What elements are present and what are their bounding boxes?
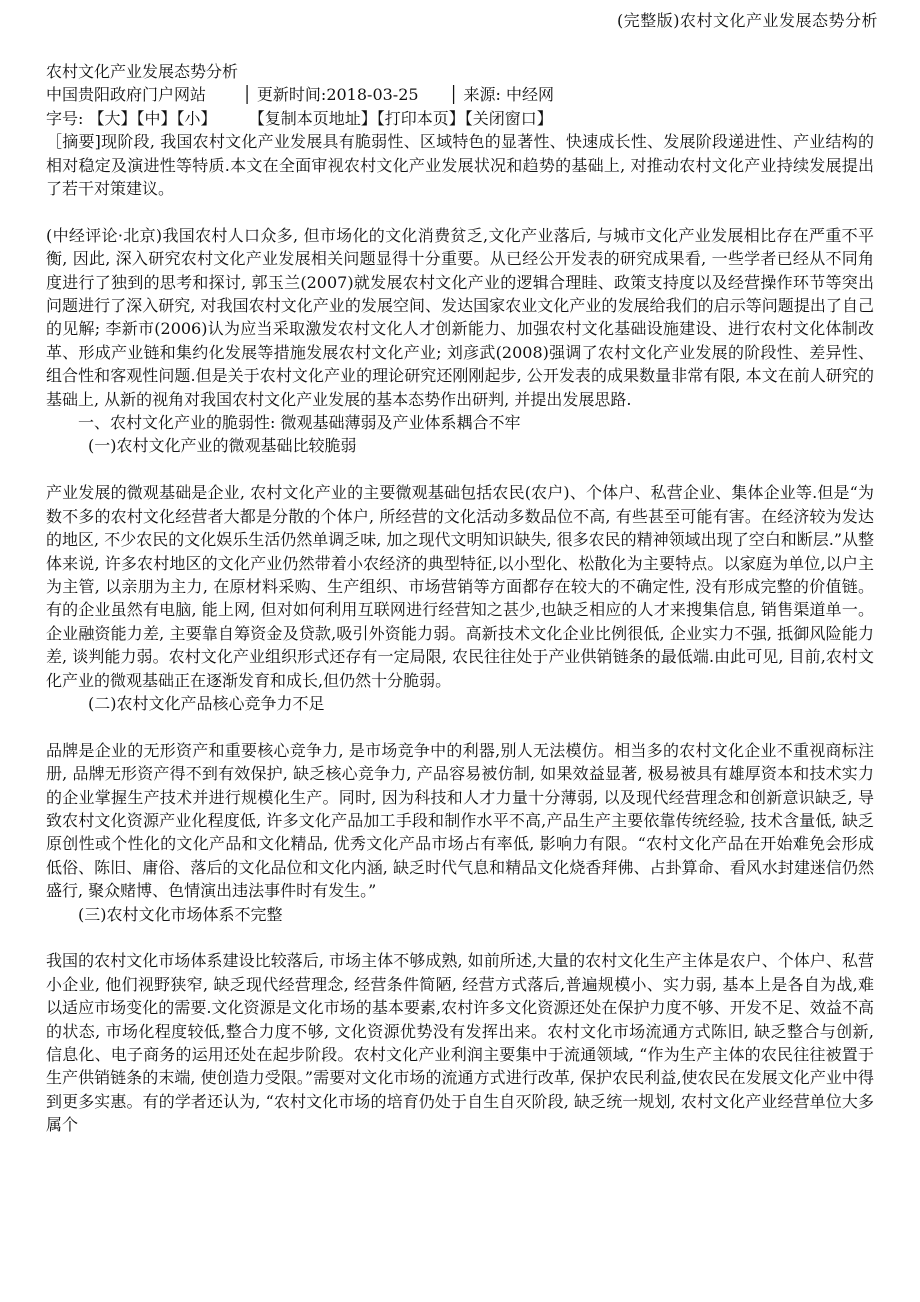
paragraph-competitiveness: 品牌是企业的无形资产和重要核心竞争力, 是市场竞争中的利器,别人无法模仿。相当多的农村文化企业不重视商标注册, 品牌无形资产得不到有效保护, 缺乏核心竞争力, 产品容易被仿制, 如果效益显著, 极易被具有雄厚资本和技术实力的企业掌握生产技术并进行规模化生产。同时, 因为科技和人才力量十分薄弱, 以及现代经营理念和创新意识缺乏, 导致农村文化资源产业化程度低, 许多文化产品加工手段和制作水平不高,产品生产主要依靠传统经验, 技术含量低, 缺乏原创性或个性化的文化产品和文化精品, 优秀文化产品市场占有率低, 影响力有限。“农村文化产品在开始难免会形成低俗、陈旧、庸俗、落后的文化品位和文化内涵, 缺乏时代气息和精品文化烧香拜佛、占卦算命、看风水封建迷信仍然盛行, 聚众赌博、色情演出违法事件时有发生。”: [46, 740, 874, 901]
source-site: 中国贵阳政府门户网站: [46, 85, 207, 105]
copy-address-link[interactable]: 【复制本页地址】: [248, 108, 377, 128]
font-medium-link[interactable]: 【中】: [136, 108, 177, 128]
font-large-link[interactable]: 【大】: [88, 108, 137, 128]
print-page-link[interactable]: 【打印本页】: [376, 108, 465, 128]
paragraph-market-system: 我国的农村文化市场体系建设比较落后, 市场主体不够成熟, 如前所述,大量的农村文化生产主体是农户、个体户、私营小企业, 他们视野狭窄, 缺乏现代经营理念, 经营条件简陋, 经营方式落后,普遍规模小、实力弱, 基本上是各自为战,难以适应市场变化的需要.文化资源是文化市场的基本要素,农村许多文化资源还处在保护力度不够、开发不足、效益不高的状态, 市场化程度较低,整合力度不够, 文化资源优势没有发挥出来。农村文化市场流通方式陈旧, 缺乏整合与创新, 信息化、电子商务的运用还处在起步阶段。农村文化产业利润主要集中于流通领域, “作为生产主体的农民往往被置于生产供销链条的末端, 使创造力受限。”需要对文化市场的流通方式进行改革, 保护农民利益,使农民在发展文化产业中得到更多实惠。有的学者还认为, “农村文化市场的培育仍处于自生自灭阶段, 缺乏统一规划, 农村文化产业经营单位大多属个: [46, 951, 874, 1135]
origin-source: │ 来源: 中经网: [448, 85, 554, 105]
subsection-heading-1: (一)农村文化产业的微观基础比较脆弱: [88, 436, 357, 456]
abstract-paragraph: ［摘要]现阶段, 我国农村文化产业发展具有脆弱性、区域特色的显著性、快速成长性、发展阶段递进性、产业结构的相对稳定及演进性等特质.本文在全面审视农村文化产业发展状况和趋势的基础上, 对推动农村文化产业持续发展提出了若干对策建议。: [46, 132, 874, 199]
update-time: │ 更新时间:2018-03-25: [242, 85, 419, 105]
subsection-heading-2: (二)农村文化产品核心竞争力不足: [88, 693, 325, 713]
article-title: 农村文化产业发展态势分析: [46, 62, 239, 81]
subsection-heading-3: (三)农村文化市场体系不完整: [78, 904, 283, 924]
font-small-link[interactable]: 【小】: [176, 108, 217, 128]
paragraph-microfoundation: 产业发展的微观基础是企业, 农村文化产业的主要微观基础包括农民(农户)、个体户、私营企业、集体企业等.但是“为数不多的农村文化经营者大都是分散的个体户, 所经营的文化活动多数品位不高, 有些甚至可能有害。在经济较为发达的地区, 不少农民的文化娱乐生活仍然单调乏味, 加之现代文明知识缺失, 很多农民的精神领域出现了空白和断层.”从整体来说, 许多农村地区的文化产业仍然带着小农经济的典型特征,以小型化、松散化为主要特点。以家庭为单位,以户主为主管, 以亲朋为主力, 在原材料采购、生产组织、市场营销等方面都存在较大的不确定性, 没有形成完整的价值链。有的企业虽然有电脑, 能上网, 但对如何利用互联网进行经营知之甚少,也缺乏相应的人才来搜集信息, 销售渠道单一。企业融资能力差, 主要靠自筹资金及贷款,吸引外资能力弱。高新技术文化企业比例很低, 企业实力不强, 抵御风险能力差, 谈判能力弱。农村文化产业组织形式还存有一定局限, 农民往往处于产业供销链条的最低端.由此可见, 目前,农村文化产业的微观基础正在逐渐发育和成长,但仍然十分脆弱。: [46, 483, 874, 690]
font-size-label: 字号:: [46, 108, 84, 128]
toolbar: [46, 107, 874, 130]
article-content: [46, 60, 874, 1137]
page-header: (完整版)农村文化产业发展态势分析: [617, 11, 878, 30]
meta-line: [46, 83, 874, 106]
intro-paragraph: (中经评论·北京)我国农村人口众多, 但市场化的文化消费贫乏,文化产业落后, 与城市文化产业发展相比存在严重不平衡, 因此, 深入研究农村文化产业发展相关问题显得十分重要。从已经公开发表的研究成果看, 一些学者已经从不同角度进行了独到的思考和探讨, 郭玉兰(2007)就发展农村文化产业的逻辑合理眭、政策支持度以及经营操作环节等突出问题进行了深入研究, 对我国农村文化产业的发展空间、发达国家农业文化产业的发展给我们的启示等问题提出了自己的见解; 李新市(2006)认为应当采取激发农村文化人才创新能力、加强农村文化基础设施建设、进行农村文化体制改革、形成产业链和集约化发展等措施发展农村文化产业; 刘彦武(2008)强调了农村文化产业发展的阶段性、差异性、组合性和客观性问题.但是关于农村文化产业的理论研究还刚刚起步, 公开发表的成果数量非常有限, 本文在前人研究的基础上, 从新的视角对我国农村文化产业发展的基本态势作出研判, 并提出发展思路.: [46, 225, 874, 409]
section-heading: 一、农村文化产业的脆弱性: 微观基础薄弱及产业体系耦合不牢: [78, 413, 521, 433]
close-window-link[interactable]: 【关闭窗口】: [464, 108, 553, 128]
